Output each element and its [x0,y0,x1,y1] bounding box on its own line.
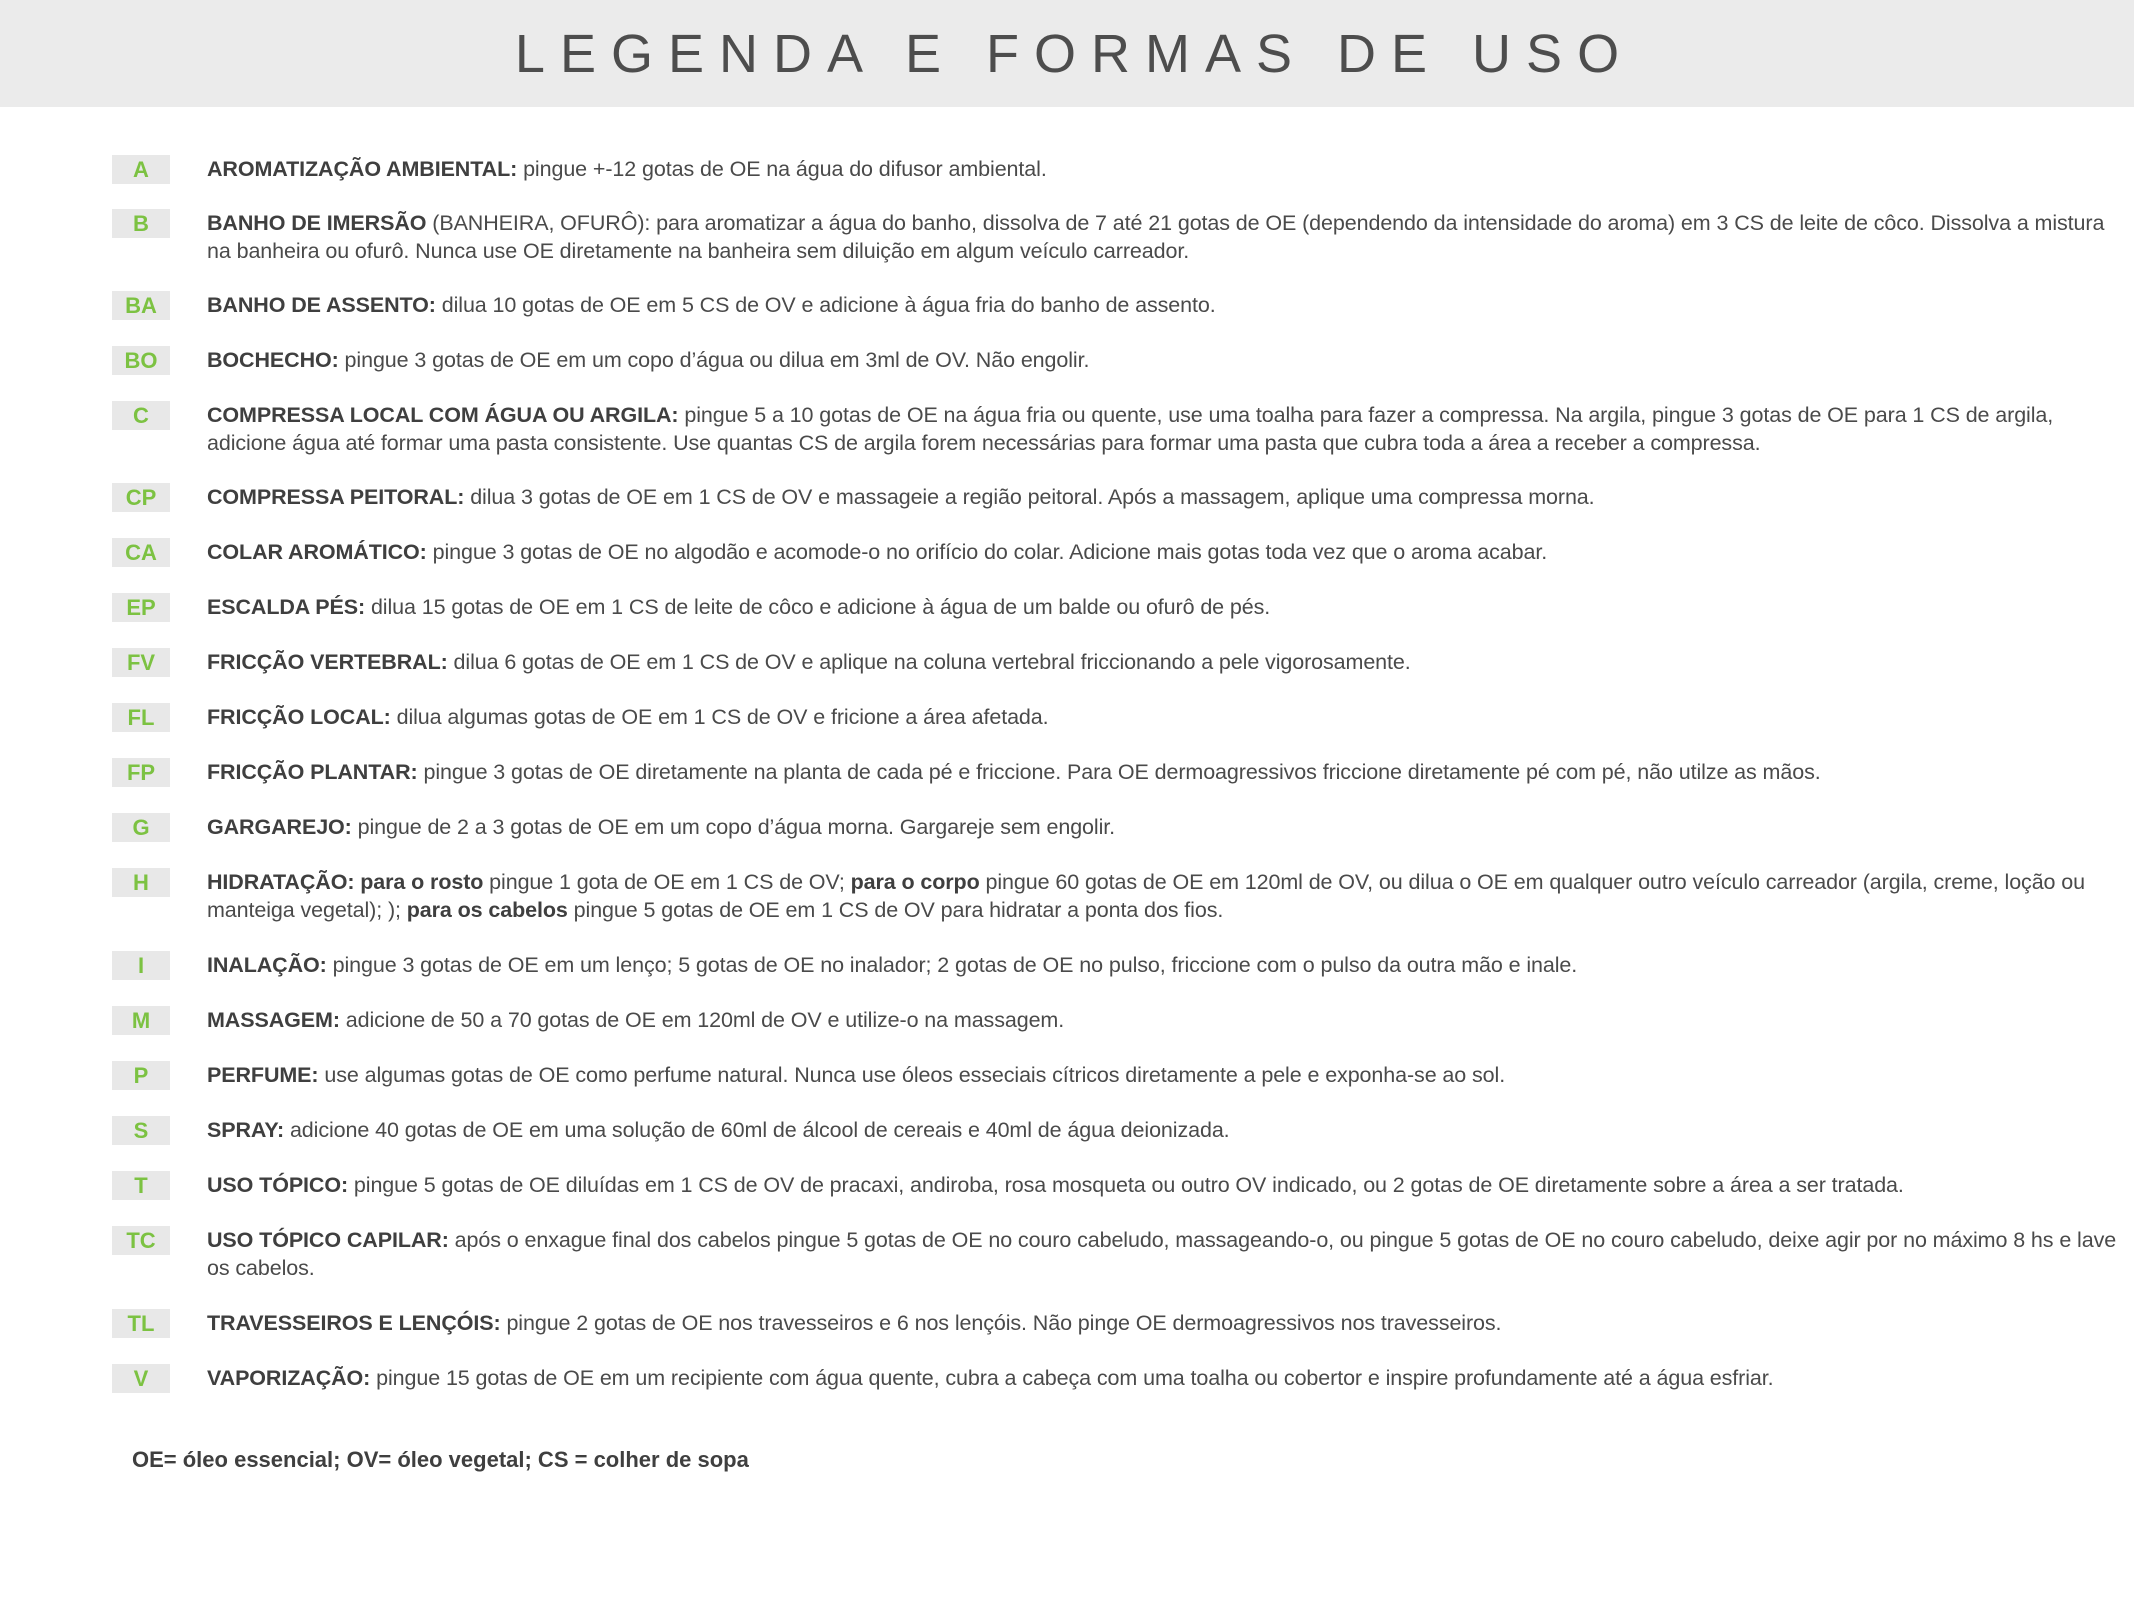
legend-text: adicione de 50 a 70 gotas de OE em 120ml de OV e utilize-o na massagem. [339,1008,1065,1032]
legend-code: BA [112,291,170,320]
legend-term: VAPORIZAÇÃO: [207,1366,371,1390]
legend-code: A [112,155,170,184]
legend-text: pingue 5 gotas de OE em 1 CS de OV para hidratar a ponta dos fios. [567,898,1224,922]
legend-text: (BANHEIRA, OFURÔ): para aromatizar a água do banho, dissolva de 7 até 21 gotas de OE (dependendo da intensidade do aroma) em 3 CS de leite de côco. Dissolva a mistura na banheira ou ofurô. Nunca use OE diretamente na banheira sem diluição em algum veículo carreador. [207,211,2105,263]
abbreviations-footnote: OE= óleo essencial; OV= óleo vegetal; CS = colher de sopa [132,1447,749,1472]
legend-code: EP [112,593,170,622]
legend-code: BO [112,346,170,375]
legend-description [207,1171,2132,1199]
legend-term: AROMATIZAÇÃO AMBIENTAL: [207,157,518,181]
legend-code: V [112,1364,170,1393]
legend-code: CA [112,538,170,567]
legend-code: I [112,951,170,980]
legend-term: FRICÇÃO PLANTAR: [207,760,418,784]
legend-term: USO TÓPICO: [207,1173,349,1197]
legend-code: M [112,1006,170,1035]
legend-term: COMPRESSA PEITORAL: [207,485,465,509]
legend-term: INALAÇÃO: [207,953,327,977]
legend-text: pingue 15 gotas de OE em um recipiente com água quente, cubra a cabeça com uma toalha ou cobertor e inspire profundamente até a água esfriar. [370,1366,1774,1390]
legend-term: USO TÓPICO CAPILAR: [207,1228,449,1252]
legend-text: pingue 1 gota de OE em 1 CS de OV; [483,870,851,894]
legend-term: FRICÇÃO VERTEBRAL: [207,650,448,674]
legend-description [207,1061,2132,1089]
legend-description [207,1116,2132,1144]
legend-text: pingue 3 gotas de OE em um copo d’água ou dilua em 3ml de OV. Não engolir. [338,348,1090,372]
legend-code: FL [112,703,170,732]
legend-description [207,401,2132,457]
legend-code: T [112,1171,170,1200]
legend-description [207,758,2132,786]
legend-description [207,538,2132,566]
legend-code: TC [112,1226,170,1255]
legend-code: H [112,868,170,897]
legend-text: pingue 60 gotas de OE em 120ml de OV, ou dilua o OE em qualquer outro veículo carreador (argila, creme, loção ou manteiga vegetal); ); [207,870,2085,922]
legend-text: pingue 5 gotas de OE diluídas em 1 CS de OV de pracaxi, andiroba, rosa mosqueta ou outro OV indicado, ou 2 gotas de OE diretamente sobre a área a ser tratada. [348,1173,1904,1197]
legend-term: FRICÇÃO LOCAL: [207,705,391,729]
legend-text: dilua 3 gotas de OE em 1 CS de OV e massageie a região peitoral. Após a massagem, aplique uma compressa morna. [464,485,1595,509]
legend-term: MASSAGEM: [207,1008,340,1032]
legend-code: FP [112,758,170,787]
legend-term: BANHO DE IMERSÃO [207,211,427,235]
legend-description [207,209,2132,265]
legend-description [207,1006,2132,1034]
legend-code: B [112,209,170,238]
legend-text: pingue +-12 gotas de OE na água do difusor ambiental. [517,157,1047,181]
legend-code: C [112,401,170,430]
page-header [0,0,2134,107]
legend-text: pingue 3 gotas de OE diretamente na planta de cada pé e friccione. Para OE dermoagressivos friccione diretamente pé com pé, não utilze as mãos. [417,760,1821,784]
legend-text: após o enxague final dos cabelos pingue 5 gotas de OE no couro cabeludo, massageando-o, ou pingue 5 gotas de OE no couro cabeludo, deixe agir por no máximo 8 hs e lave os cabelos. [207,1228,2117,1280]
legend-text: dilua 15 gotas de OE em 1 CS de leite de côco e adicione à água de um balde ou ofurô de pés. [365,595,1271,619]
legend-subterm: para o rosto [360,870,484,894]
legend-description [207,346,2132,374]
legend-text: pingue 3 gotas de OE em um lenço; 5 gotas de OE no inalador; 2 gotas de OE no pulso, friccione com o pulso da outra mão e inale. [326,953,1578,977]
legend-description [207,648,2132,676]
legend-code: CP [112,483,170,512]
legend-description [207,868,2132,924]
legend-text: pingue 3 gotas de OE no algodão e acomode-o no orifício do colar. Adicione mais gotas toda vez que o aroma acabar. [426,540,1548,564]
legend-description [207,593,2132,621]
legend-code: FV [112,648,170,677]
legend-code: S [112,1116,170,1145]
legend-description [207,813,2132,841]
legend-description [207,1309,2132,1337]
legend-term: COMPRESSA LOCAL COM ÁGUA OU ARGILA: [207,403,679,427]
legend-term: PERFUME: [207,1063,319,1087]
legend-text: dilua algumas gotas de OE em 1 CS de OV e fricione a área afetada. [390,705,1049,729]
legend-code: G [112,813,170,842]
legend-description [207,1226,2132,1282]
legend-code: P [112,1061,170,1090]
legend-text: pingue 5 a 10 gotas de OE na água fria ou quente, use uma toalha para fazer a compressa. Na argila, pingue 3 gotas de OE para 1 CS de argila, adicione água até formar uma pasta consistente. Use quantas CS de argila forem necessárias para formar uma pasta que cubra toda a área a receber a compressa. [207,403,2054,455]
legend-text: dilua 6 gotas de OE em 1 CS de OV e aplique na coluna vertebral friccionando a pele vigorosamente. [447,650,1411,674]
legend-description [207,291,2132,319]
page-title: LEGENDA E FORMAS DE USO [514,23,1635,84]
legend-term: BOCHECHO: [207,348,339,372]
legend-text: dilua 10 gotas de OE em 5 CS de OV e adicione à água fria do banho de assento. [435,293,1216,317]
legend-description [207,1364,2132,1392]
legend-description [207,703,2132,731]
legend-description [207,483,2132,511]
legend-term: TRAVESSEIROS E LENÇÓIS: [207,1311,501,1335]
legend-text: pingue de 2 a 3 gotas de OE em um copo d’água morna. Gargareje sem engolir. [351,815,1116,839]
legend-description [207,155,2132,183]
legend-text: use algumas gotas de OE como perfume natural. Nunca use óleos esseciais cítricos diretamente a pele e exponha-se ao sol. [318,1063,1506,1087]
legend-term: HIDRATAÇÃO: [207,870,355,894]
legend-term: GARGAREJO: [207,815,352,839]
legend-term: BANHO DE ASSENTO: [207,293,436,317]
legend-term: ESCALDA PÉS: [207,595,366,619]
legend-subterm: para os cabelos [406,898,568,922]
legend-term: SPRAY: [207,1118,285,1142]
legend-text: pingue 2 gotas de OE nos travesseiros e 6 nos lençóis. Não pinge OE dermoagressivos nos travesseiros. [500,1311,1502,1335]
legend-term: COLAR AROMÁTICO: [207,540,427,564]
legend-code: TL [112,1309,170,1338]
legend-subterm: para o corpo [850,870,980,894]
legend-text: adicione 40 gotas de OE em uma solução de 60ml de álcool de cereais e 40ml de água deionizada. [284,1118,1230,1142]
legend-description [207,951,2132,979]
